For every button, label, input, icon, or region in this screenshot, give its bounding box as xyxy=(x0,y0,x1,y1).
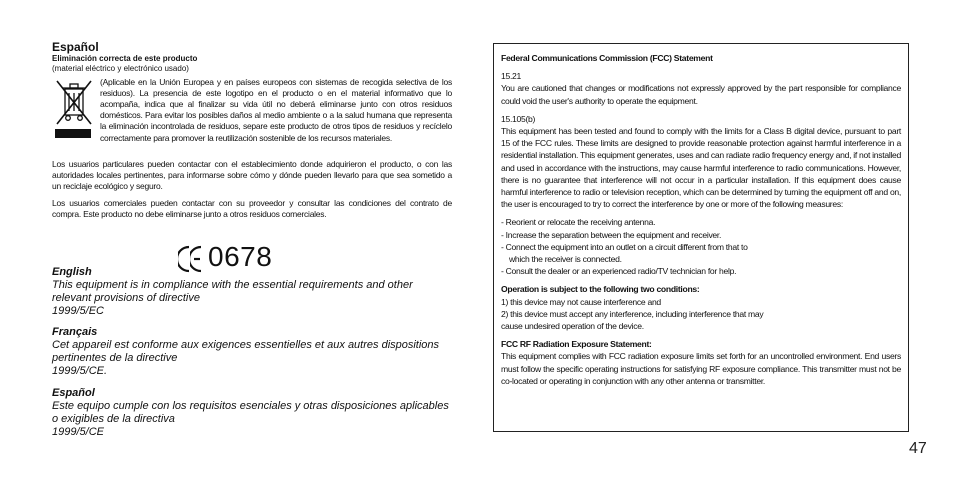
compliance-english-text: This equipment is in compliance with the essential requirements and other relevant provisions of directive xyxy=(52,279,413,304)
compliance-english xyxy=(52,266,452,318)
fcc-section-text-1521: You are cautioned that changes or modifications not expressly approved by the part responsible for compliance could void the user's authority to operate the equipment. xyxy=(501,83,901,106)
fcc-measure: - Consult the dealer or an experienced radio/TV technician for help. xyxy=(501,266,737,277)
compliance-french xyxy=(52,326,452,378)
compliance-spanish-directive: 1999/5/CE xyxy=(52,426,104,438)
page-number: 47 xyxy=(909,440,927,457)
fcc-title: Federal Communications Commission (FCC) Statement xyxy=(501,53,713,63)
disposal-subtitle-note: (material eléctrico y electrónico usado) xyxy=(52,63,189,73)
compliance-spanish-title: Español xyxy=(52,387,95,399)
fcc-measure: - Reorient or relocate the receiving antenna. xyxy=(501,217,656,228)
ce-notified-body-number: 0678 xyxy=(208,241,273,272)
spanish-heading: Español xyxy=(52,40,99,54)
fcc-rf-text: This equipment complies with FCC radiation exposure limits set forth for an uncontrolled environment. End users must follow the specific operating instructions for satisfying RF exposure compliance. This transmitter must not be co-located or operating in conjunction with any other antenna or transmitter. xyxy=(501,351,901,386)
disposal-paragraph-2: Los usuarios particulares pueden contactar con el establecimiento donde adquirieron el producto, o con las autoridades locales pertinentes, para informarse sobre cómo y dónde pueden llevarlo para que sea sometido a un reciclaje ecológico y seguro. xyxy=(52,158,452,191)
disposal-subtitle: Eliminación correcta de este producto xyxy=(52,54,198,63)
fcc-measure: - Increase the separation between the equipment and receiver. xyxy=(501,229,722,240)
fcc-measure: - Connect the equipment into an outlet on a circuit different from that to xyxy=(501,241,748,252)
compliance-spanish xyxy=(52,387,452,439)
compliance-spanish-text: Este equipo cumple con los requisitos esenciales y otras disposiciones aplicables o exigibles de la directiva xyxy=(52,400,449,425)
disposal-paragraph-3: Los usuarios comerciales pueden contactar con su proveedor y consultar las condiciones del contrato de compra. Este producto no debe eliminarse junto a otros residuos comerciales. xyxy=(52,198,452,220)
fcc-statement-box xyxy=(493,43,909,432)
crossed-bin-icon xyxy=(52,77,96,127)
fcc-rf-title: FCC RF Radiation Exposure Statement: xyxy=(501,339,652,350)
fcc-measure: which the receiver is connected. xyxy=(509,254,622,265)
fcc-condition: 1) this device may not cause interference and xyxy=(501,296,661,307)
compliance-french-directive: 1999/5/CE. xyxy=(52,365,108,377)
fcc-measures-list xyxy=(501,216,901,277)
weee-bin-icon xyxy=(52,77,96,153)
fcc-section-label-15105b: 15.105(b) xyxy=(501,113,536,124)
compliance-french-title: Français xyxy=(52,326,98,338)
fcc-conditions-title: Operation is subject to the following two conditions: xyxy=(501,284,700,295)
compliance-english-title: English xyxy=(52,266,92,278)
compliance-english-directive: 1999/5/EC xyxy=(52,305,104,317)
compliance-french-text: Cet appareil est conforme aux exigences essentielles et aux autres dispositions pertinentes de la directive xyxy=(52,339,440,364)
disposal-paragraph-1: (Aplicable en la Unión Europea y en países europeos con sistemas de recogida selectiva de los residuos). La presencia de este logotipo en el producto o en el material informativo que lo acompaña, indica que al finalizar su vida útil no deberá eliminarse junto con otros residuos domésticos. Para evitar los posibles daños al medio ambiente o a la salud humana que representa la eliminación incontrolada de residuos, separe este producto de otros tipos de residuos y recíclelo correctamente para promover la reutilización sostenible de los recursos materiales. xyxy=(100,76,452,143)
fcc-condition: 2) this device must accept any interference, including interference that may xyxy=(501,308,764,319)
fcc-section-label-1521: 15.21 xyxy=(501,71,522,82)
fcc-section-text-15105b: This equipment has been tested and found to comply with the limits for a Class B digital device, pursuant to part 15 of the FCC rules. These limits are designed to provide reasonable protection against harmful interference in a residential installation. This equipment generates, uses and can radiate radio frequency energy and, if not installed and used in accordance with the instructions, may cause harmful interference to radio communications. However, there is no guarantee that interference will not occur in a particular installation. If this equipment does cause harmful interference to radio or television reception, which can be determined by turning the equipment off and on, the user is encouraged to try to correct the interference by one or more of the following measures: xyxy=(501,126,901,210)
weee-bar xyxy=(55,129,91,138)
weee-section xyxy=(52,40,452,221)
fcc-condition: cause undesired operation of the device. xyxy=(501,321,644,332)
